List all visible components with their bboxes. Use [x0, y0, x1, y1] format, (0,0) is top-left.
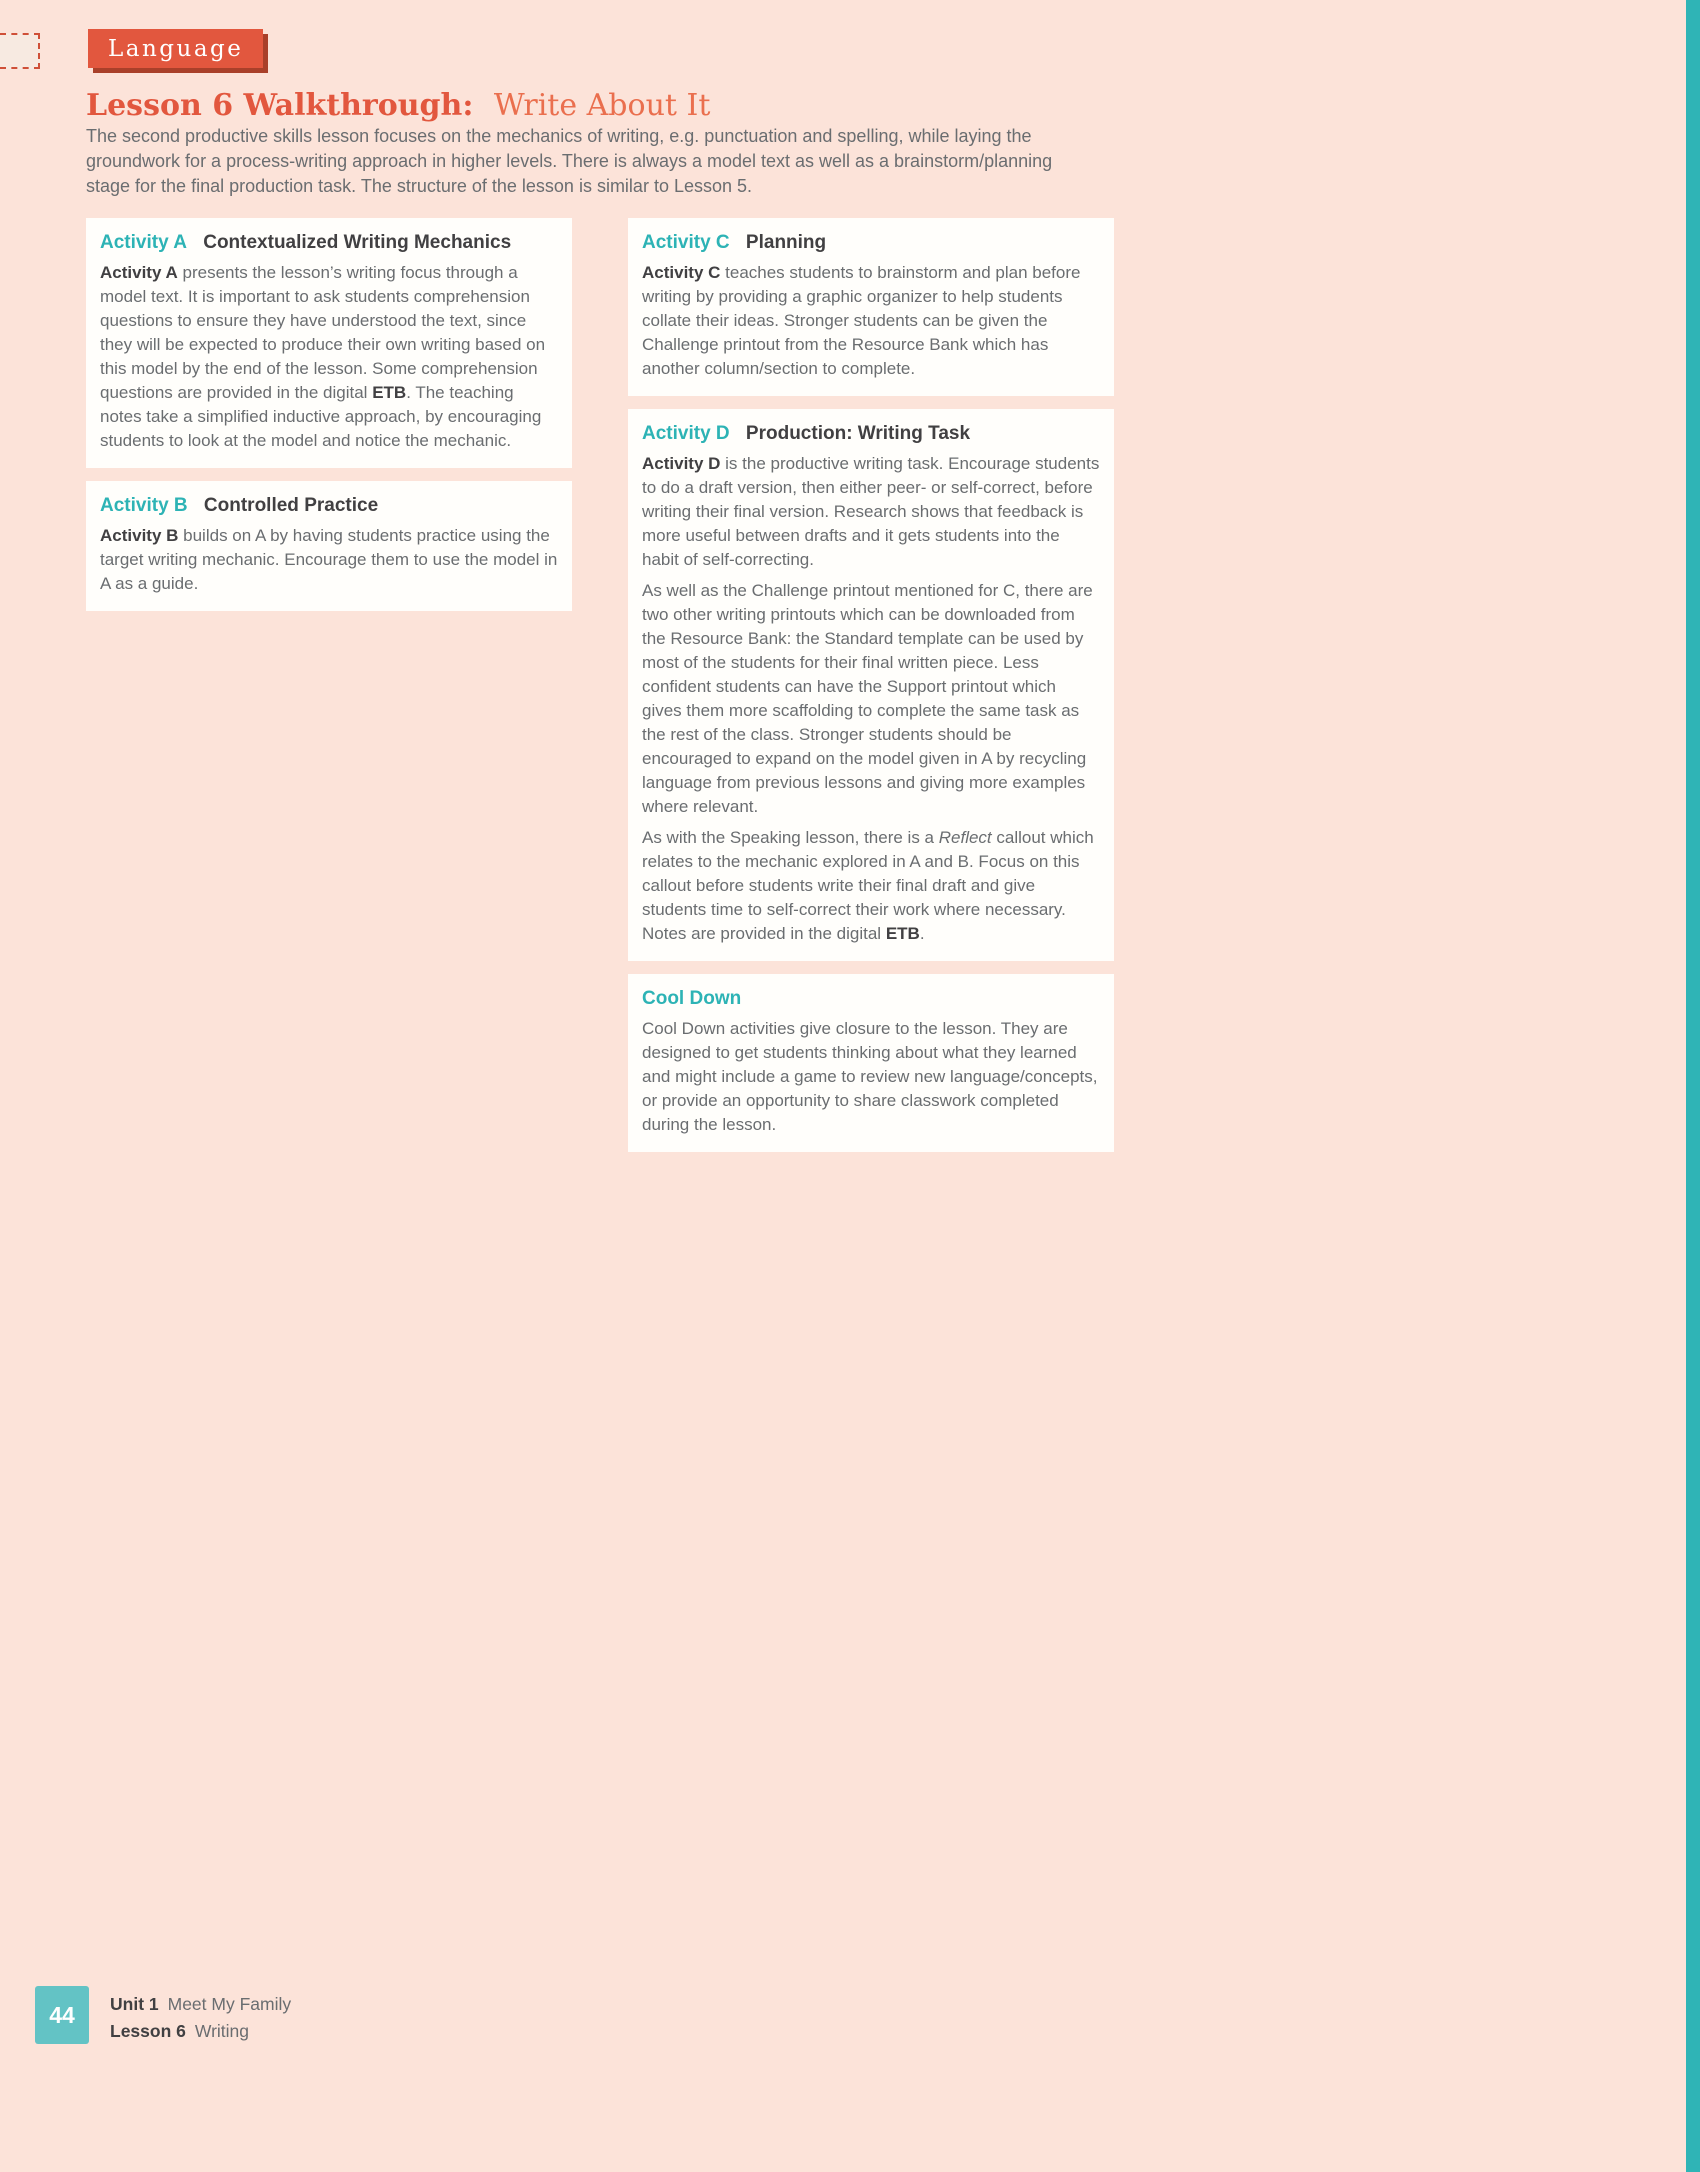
footer: [110, 1991, 291, 2045]
activity-d-paragraph-3: As with the Speaking lesson, there is a Reflect callout which relates to the mechanic explored in A and B. Focus on this callout before students write their final draft and give students time to self-correct their work where necessary. Notes are provided in the digital ETB.: [642, 828, 1094, 943]
activity-c-label: Activity C: [642, 232, 730, 253]
activity-d-label: Activity D: [642, 423, 730, 444]
activity-c-box: [628, 218, 1114, 396]
activity-a-title: Contextualized Writing Mechanics: [203, 232, 512, 253]
language-section-tab: [88, 29, 263, 68]
footer-lesson-title: Writing: [194, 2021, 250, 2041]
activity-d-box: [628, 409, 1114, 961]
page-title: [86, 88, 710, 123]
left-column: [86, 218, 572, 611]
content-columns: [86, 218, 1114, 1152]
cool-down-heading: [642, 986, 1100, 1012]
activity-b-title: Controlled Practice: [203, 495, 379, 516]
cool-down-paragraph: Cool Down activities give closure to the lesson. They are designed to get students thinking about what they learned and might include a game to review new language/concepts, or provide an opportunity to share classwork completed during the lesson.: [642, 1019, 1098, 1134]
activity-b-heading: [100, 493, 558, 519]
footer-lesson-line: [110, 2018, 291, 2045]
activity-b-label: Activity B: [100, 495, 188, 516]
right-column: [628, 218, 1114, 1152]
page-number: 44: [49, 2001, 75, 2028]
footer-unit-line: [110, 1991, 291, 2018]
left-edge-dashed-tape: [0, 33, 40, 69]
activity-d-title: Production: Writing Task: [745, 423, 971, 444]
cool-down-label: Cool Down: [642, 988, 742, 1009]
footer-unit-title: Meet My Family: [167, 1994, 292, 2014]
footer-lesson-label: Lesson 6: [110, 2021, 186, 2041]
footer-unit-label: Unit 1: [110, 1994, 159, 2014]
page-edge-accent-bar: [1686, 0, 1700, 2172]
activity-d-paragraph-2: As well as the Challenge printout mentioned for C, there are two other writing printouts which can be downloaded from the Resource Bank: the Standard template can be used by most of the students for their final written piece. Less confident students can have the Support printout which gives them more scaffolding to complete the same task as the rest of the class. Stronger students should be encouraged to expand on the model given in A by recycling language from previous lessons and giving more examples where relevant.: [642, 581, 1093, 816]
intro-paragraph: The second productive skills lesson focuses on the mechanics of writing, e.g. punctuation and spelling, while laying the groundwork for a process-writing approach in higher levels. There is always a model text as well as a brainstorm/planning stage for the final production task. The structure of the lesson is similar to Lesson 5.: [86, 126, 1053, 196]
activity-c-heading: [642, 230, 1100, 256]
activity-a-label: Activity A: [100, 232, 187, 253]
activity-a-box: [86, 218, 572, 468]
page-number-badge: [35, 1986, 89, 2044]
activity-b-paragraph: Activity B builds on A by having students practice using the target writing mechanic. Encourage them to use the model in A as a guide.: [100, 526, 558, 593]
activity-d-heading: [642, 421, 1100, 447]
activity-a-paragraph: Activity A presents the lesson’s writing focus through a model text. It is important to ask students comprehension questions to ensure they have understood the text, since they will be expected to produce their own writing based on this model by the end of the lesson. Some comprehension questions are provided in the digital ETB. The teaching notes take a simplified inductive approach, by encouraging students to look at the model and notice the mechanic.: [100, 263, 546, 450]
language-tab-label: Language: [108, 35, 244, 62]
activity-b-box: [86, 481, 572, 611]
cool-down-box: [628, 974, 1114, 1152]
activity-a-heading: [100, 230, 558, 256]
activity-c-title: Planning: [745, 232, 827, 253]
page-title-sub: Write About It: [493, 88, 711, 123]
page-title-main: Lesson 6 Walkthrough:: [86, 88, 474, 123]
activity-c-paragraph: Activity C teaches students to brainstorm and plan before writing by providing a graphic organizer to help students collate their ideas. Stronger students can be given the Challenge printout from the Resource Bank which has another column/section to complete.: [642, 263, 1081, 378]
activity-d-paragraph-1: Activity D is the productive writing task. Encourage students to do a draft version, then either peer- or self-correct, before writing their final version. Research shows that feedback is more useful between drafts and it gets students into the habit of self-correcting.: [642, 454, 1100, 569]
